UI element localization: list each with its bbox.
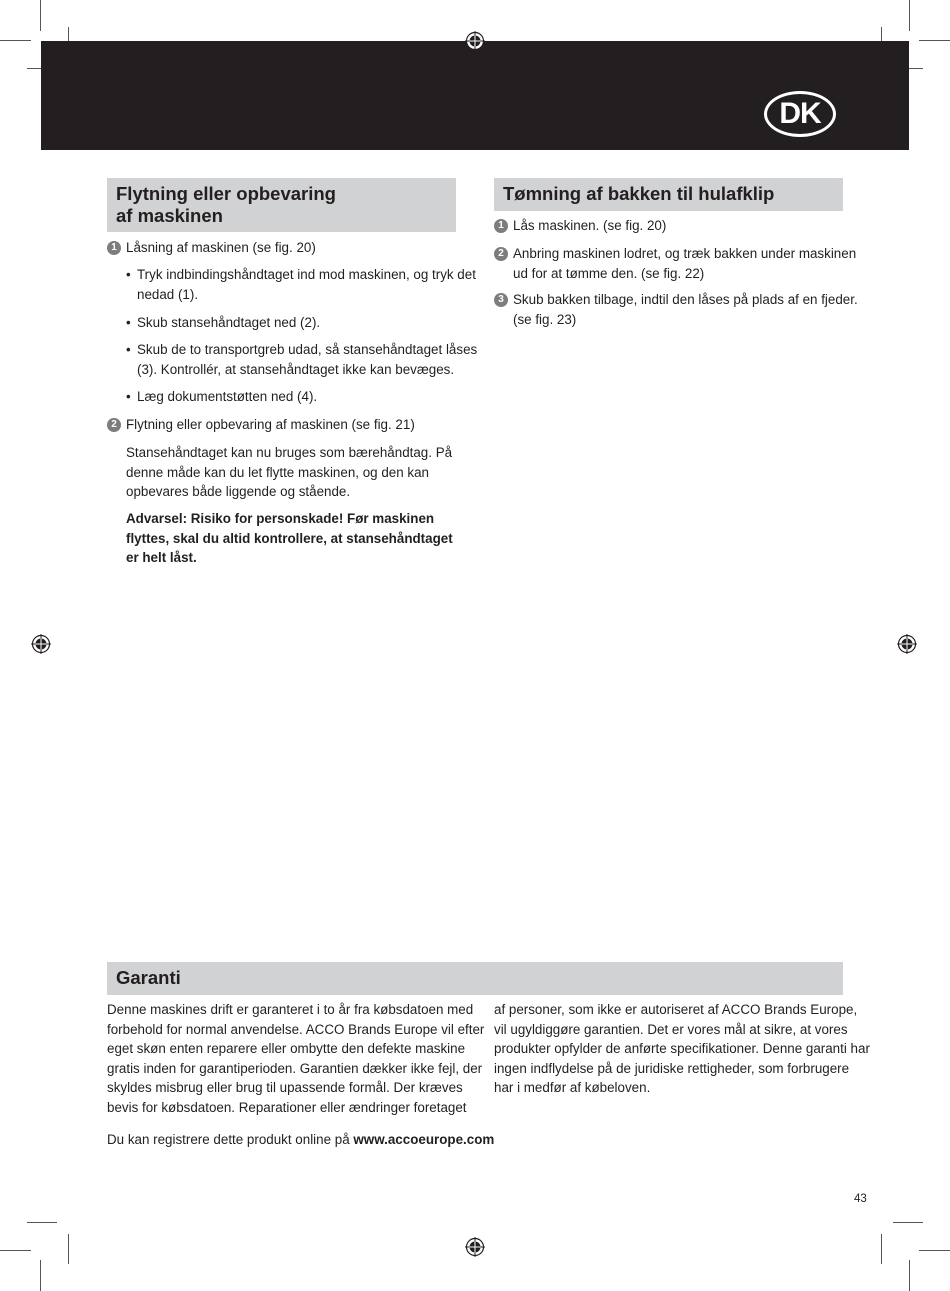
warning-line: flyttes, skal du altid kontrollere, at stansehåndtaget [126,530,453,546]
section-heading-line: Tømning af bakken til hulafklip [503,183,775,204]
warning-line: er helt låst. [126,550,197,565]
guarantee-line: bevis for købsdatoen. Reparationer eller ændringer foretaget [107,1099,467,1115]
bullet-line: Skub stansehåndtaget ned (2). [137,315,321,330]
section-heading-emptying [494,178,843,211]
bullet-icon: • [126,342,131,357]
bullet-text [137,265,476,304]
step-text [513,244,856,283]
step-line: ud for at tømme den. (se fig. 22) [513,265,705,281]
step-line: Anbring maskinen lodret, og træk bakken under maskinen [513,246,857,261]
registration-mark-icon [465,1237,485,1257]
step-text [513,216,666,236]
crop-mark [909,1260,910,1291]
crop-mark [40,1260,41,1291]
bullet-icon: • [126,267,131,282]
crop-mark [40,0,41,31]
crop-mark [909,0,910,31]
guarantee-line: vil ugyldiggøre garantien. Det er vores mål at sikre, at vores [494,1021,848,1037]
bullet-text [137,340,477,379]
guarantee-line: ingen indflydelse på de juridiske rettigheder, som forbrugere [494,1060,850,1076]
registration-mark-icon [31,634,51,654]
crop-mark [893,1222,923,1223]
register-text: Du kan registrere dette produkt online på [107,1132,354,1147]
guarantee-line: eget skøn enten reparere eller ombytte den defekte maskine [107,1041,466,1056]
bullet-line: nedad (1). [137,286,199,302]
guarantee-line: af personer, som ikke er autoriseret af ACCO Brands Europe, [494,1002,858,1017]
bullet-line: Læg dokumentstøtten ned (4). [137,389,318,404]
bullet-icon: • [126,389,131,404]
guarantee-line: produkter opfylder de anførte specifikationer. Denne garanti har [494,1041,870,1056]
guarantee-line: har i medfør af købeloven. [494,1080,651,1095]
step-number-badge: 1 [107,241,121,255]
language-badge: DK [764,91,836,137]
section-heading-line: af maskinen [116,205,223,226]
guarantee-line: skyldes misbrug eller brug til upassende formål. Der kræves [107,1080,463,1095]
register-link[interactable]: www.accoeurope.com [353,1132,495,1147]
step-text [513,290,858,329]
warning-line: Advarsel: Risiko for personskade! Før maskinen [126,511,435,526]
bullet-text [137,387,317,407]
bullet-line: Skub de to transportgreb udad, så stansehåndtaget låses [137,342,478,357]
bullet-icon: • [126,315,131,330]
crop-mark [919,40,950,41]
section-heading-moving [107,178,456,232]
paragraph-line: denne måde kan du let flytte maskinen, og den kan [126,464,429,480]
step-text: Flytning eller opbevaring af maskinen (se fig. 21) [126,417,415,432]
guarantee-line: gratis inden for garantiperioden. Garantien dækker ikke fejl, der [107,1060,483,1076]
bullet-line: Tryk indbindingshåndtaget ind mod maskinen, og tryk det [137,267,476,282]
step-text: Låsning af maskinen (se fig. 20) [126,240,316,255]
register-line [107,1130,494,1150]
step-line: (se fig. 23) [513,311,577,327]
step-number-badge: 2 [107,418,121,432]
crop-mark [881,1234,882,1264]
crop-mark [0,40,31,41]
guarantee-column-1 [107,1000,484,1117]
crop-mark [919,1250,950,1251]
step-number-badge: 1 [494,219,508,233]
step-line: Skub bakken tilbage, indtil den låses på plads af en fjeder. [513,292,858,307]
paragraph-line: Stansehåndtaget kan nu bruges som bærehåndtag. På [126,445,453,460]
page-number: 43 [854,1193,867,1205]
step-number-badge: 3 [494,293,508,307]
section-heading-line: Flytning eller opbevaring [116,183,336,204]
guarantee-line: forbehold for normal anvendelse. ACCO Brands Europe vil efter [107,1021,485,1037]
crop-mark [27,1222,57,1223]
section-heading-line: Garanti [116,967,181,988]
warning-text [126,509,453,568]
bullet-text [137,313,320,333]
crop-mark [0,1250,31,1251]
paragraph [126,443,452,502]
guarantee-line: Denne maskines drift er garanteret i to år fra købsdatoen med [107,1002,474,1017]
section-heading-guarantee [107,962,843,995]
registration-mark-icon [897,634,917,654]
registration-mark-icon [465,31,485,51]
step-number-badge: 2 [494,247,508,261]
step-line: Lås maskinen. (se fig. 20) [513,218,667,233]
guarantee-column-2 [494,1000,870,1098]
paragraph-line: opbevares både liggende og stående. [126,484,351,499]
crop-mark [68,1234,69,1264]
bullet-line: (3). Kontrollér, at stansehåndtaget ikke kan bevæges. [137,361,455,377]
